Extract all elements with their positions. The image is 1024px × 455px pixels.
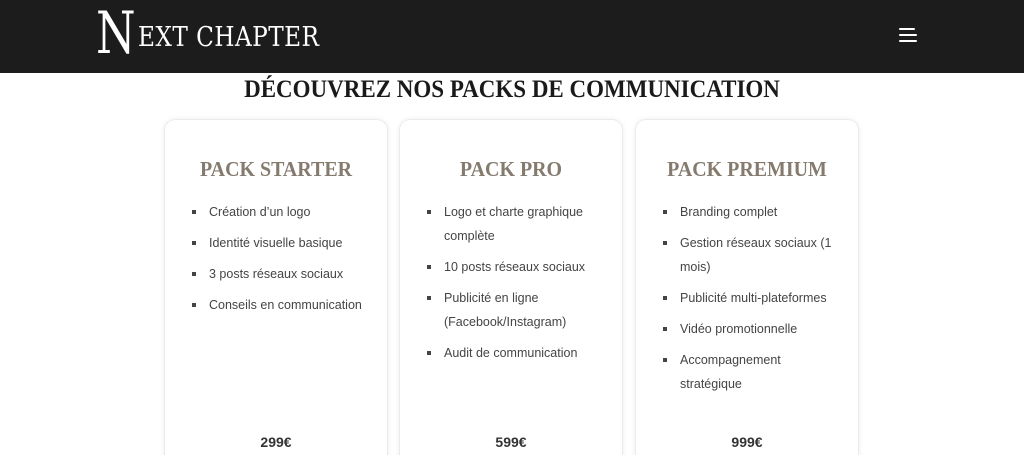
feature-item: Accompagnement stratégique bbox=[663, 348, 841, 396]
feature-item: Audit de communication bbox=[427, 341, 605, 365]
pack-price: 999€ bbox=[731, 434, 763, 450]
feature-item: Vidéo promotionnelle bbox=[663, 317, 841, 341]
feature-list bbox=[427, 200, 605, 372]
feature-list bbox=[192, 200, 370, 324]
feature-item: Logo et charte graphique complète bbox=[427, 200, 605, 248]
pack-price: 299€ bbox=[260, 434, 292, 450]
feature-item: Branding complet bbox=[663, 200, 841, 224]
menu-line bbox=[899, 34, 917, 36]
logo-text: EXT CHAPTER bbox=[137, 22, 320, 53]
feature-item: Conseils en communication bbox=[192, 293, 370, 317]
site-logo[interactable] bbox=[96, 0, 349, 67]
feature-item: Publicité multi-plateformes bbox=[663, 286, 841, 310]
hamburger-menu-icon[interactable] bbox=[897, 25, 919, 45]
feature-item: 3 posts réseaux sociaux bbox=[192, 262, 370, 286]
feature-item: Publicité en ligne (Facebook/Instagram) bbox=[427, 286, 605, 334]
feature-item: Gestion réseaux sociaux (1 mois) bbox=[663, 231, 841, 279]
pack-card-premium bbox=[636, 120, 858, 455]
menu-line bbox=[899, 40, 917, 42]
menu-line bbox=[899, 28, 915, 30]
pack-card-starter bbox=[165, 120, 387, 455]
feature-item: 10 posts réseaux sociaux bbox=[427, 255, 605, 279]
feature-item: Création d’un logo bbox=[192, 200, 370, 224]
feature-item: Identité visuelle basique bbox=[192, 231, 370, 255]
pack-price: 599€ bbox=[495, 434, 527, 450]
pack-title: PACK PRO bbox=[459, 157, 563, 181]
pack-card-pro bbox=[400, 120, 622, 455]
site-header bbox=[0, 0, 1024, 73]
logo-initial: N bbox=[96, 0, 136, 67]
feature-list bbox=[663, 200, 841, 403]
page-title: DÉCOUVREZ NOS PACKS DE COMMUNICATION bbox=[244, 76, 780, 103]
pack-title: PACK PREMIUM bbox=[667, 157, 827, 181]
pack-title: PACK STARTER bbox=[199, 157, 353, 181]
